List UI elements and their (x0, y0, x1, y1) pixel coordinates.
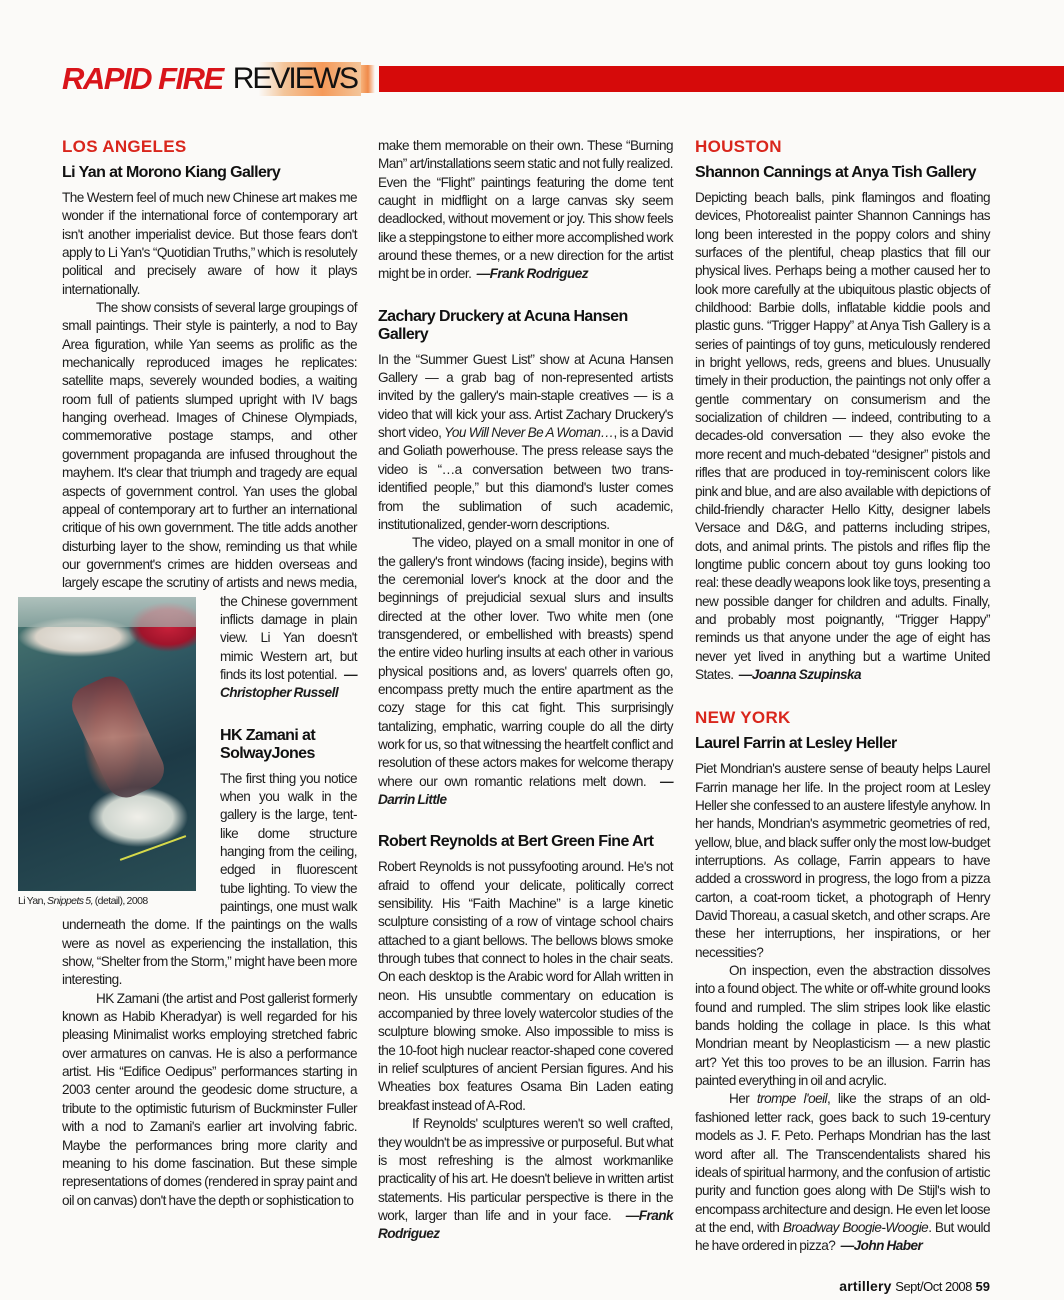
byline: —Christopher Russell (220, 666, 357, 701)
issue-date: Sept/Oct 2008 (895, 1278, 972, 1294)
review-body (695, 760, 990, 1255)
review-title: Shannon Cannings at Anya Tish Gallery (695, 164, 976, 181)
paragraph (378, 137, 673, 284)
review-title: Li Yan at Morono Kiang Gallery (62, 164, 281, 181)
masthead-red-bar (379, 66, 1064, 92)
page-footer (695, 1278, 990, 1294)
magazine-logo: artillery (839, 1277, 892, 1294)
review-title: Robert Reynolds at Bert Green Fine Art (378, 833, 654, 851)
column-middle (378, 137, 673, 1244)
paragraph (378, 1115, 673, 1243)
review-zachary-druckery (378, 308, 673, 810)
text-run: . But would he have ordered in pizza? (695, 1219, 990, 1254)
text-run: HK Zamani (the artist and Post gallerist formerly known as Habib Kheradyar) is well regarded for his pleasing Minimalist works employing stretched fabric over armatures on canvas. He is also a performance artist. His “Edifice Oedipus” performances starting in 2003 center around the geodesic dome structure, a tribute to the optimistic futurism of Buckminster Fuller with a nod to Zamani's earlier art involving fabric. Maybe the performances bring more clarity and meaning to his dome fascination. But these simple representations of domes (rendered in spray paint and oil on canvas) don't have the depth or sophistication to (62, 990, 357, 1208)
text-run: The first thing you notice when you walk in the gallery is the large, tent-like dome structure hanging from the ceiling, edged in fluorescent tube lighting. To view the paintings, one must walk underneath the dome. If the paintings on the walls were as novel as experiencing the installation, this show, “Shelter from the Storm,” might have been more interesting. (62, 770, 357, 988)
paragraph (378, 534, 673, 809)
text-run: Robert Reynolds is not pussyfooting around. He's not afraid to offend your delicate, politically correct sensibility. His “Faith Machine” is a large kinetic sculpture consisting of a row of vintage school chairs attached to a giant bellows. The bellows blows smoke through tubes that connect to holes in the chair seats. On each desktop is the Arabic word for Allah written in neon. His unsubtle commentary on education is accompanied by three lovely watercolor studies of the sculpture blowing smoke. Also impossible to miss is the 10-foot high nuclear reactor-shaped cone covered in relief sculptures of ancient Persian figures. And his Wheaties box features Osama Bin Laden eating breakfast instead of A-Rod. (378, 859, 673, 1113)
paragraph (62, 990, 357, 1210)
masthead-gradient (361, 65, 375, 93)
italic-title: Snippets 5, (47, 895, 93, 908)
region-heading: LOS ANGELES (62, 137, 187, 156)
artwork-image (18, 597, 196, 891)
review-title: Laurel Farrin at Lesley Heller (695, 735, 897, 753)
paint-stroke (18, 597, 196, 627)
review-title: HK Zamani at SolwayJones (220, 726, 316, 762)
review-body (695, 189, 990, 684)
review-shannon-cannings (695, 137, 990, 684)
masthead-reviews: REVIEWS (233, 62, 361, 96)
column-left (18, 137, 357, 1210)
text-run: Depicting beach balls, pink flamingos and floating devices, Photorealist painter Shannon Cannings has long been interested in the poppy colors and shiny surfaces of the plentiful, cheap plastics that fill our physical lives. Perhaps being a mother caused her to look more carefully at the ubiquitous plastic objects of childhood: Barbie dolls, inflatable kiddie pools and plastic guns. “Trigger Happy” at Anya Tish Gallery is a series of paintings of toy guns, meticulously rendered in bright yellows, reds, greens and blues. Unusually timely in their production, the paintings not only offer a gentle commentary on consumerism and the socialization of children — indeed, contributing to a decades-old conversation — they also evoke the more recent and much-debated “designer” pistols and rifles that are produced in toy-reminiscent colors like pink and blue, and are also available with depictions of child-friendly character Hello Kitty, designer labels Versace and D&G, and patterns including stripes, dots, and animal prints. The pistols and rifles flip the longtime public concern about toy guns looking too real: these deadly weapons look like toys, presenting a new possible danger for children and adults. Finally, and probably most poignantly, “Trigger Happy” reminds us that anyone under the age of eight has never yet lived in anything but a wartime United States. (695, 190, 990, 682)
artwork-figure (18, 597, 208, 908)
region-heading: HOUSTON (695, 137, 782, 156)
review-robert-reynolds (378, 833, 673, 1243)
paragraph (695, 189, 990, 684)
review-body (378, 351, 673, 810)
review-hk-zamani-continued (378, 137, 673, 284)
paint-stroke (120, 835, 186, 861)
paragraph (378, 858, 673, 1115)
byline: —Frank Rodriguez (378, 1207, 673, 1242)
text-run: make them memorable on their own. These “Burning Man” art/installations seem static and not fully realized. Even the “Flight” paintings featuring the dome tent caught in midflight on a large canvas sky seem deadlocked, without movement or joy. This show feels like a steppingstone to either more accomplished work around these themes, or a new direction for the artist might be in order. (378, 138, 673, 282)
column-right (695, 137, 990, 1294)
masthead-rapid-fire: RAPID FIRE (62, 61, 223, 96)
paragraph (695, 1090, 990, 1255)
byline: —Frank Rodriguez (476, 266, 589, 282)
italic-title: You Will Never Be A Woman… (444, 425, 614, 441)
italic-title: Broadway Boogie-Woogie (782, 1219, 929, 1235)
paragraph (695, 962, 990, 1090)
artwork-caption (18, 895, 196, 908)
text-run: Piet Mondrian's austere sense of beauty helps Laurel Farrin manage her life. In the project room at Lesley Heller she confessed to an austere lifestyle anyhow. In her hands, Mondrian's asymmetric geometries of red, yellow, blue, and black suffer only the most low-budget interruptions. As collage, Farrin appears to have added a crossword in progress, the logo from a pizza carton, a coat-room ticket, a photograph of Henry David Thoreau, a casual sketch, and other scraps. Are these her interruptions, her inspirations, or her necessities? (695, 761, 990, 960)
region-heading: NEW YORK (695, 708, 791, 728)
text-run: The video, played on a small monitor in one of the gallery's front windows (facing inside), begins with the ceremonial lover's knock at the door and the beginnings of prejudicial sexual slurs and insults directed at the other lover. Two white men (one transgendered, or embellished with breasts) spend the entire video hurling insults at each other in various physical positions and, as lovers' quarrels often go, encompass pretty much the entire apartment as the cozy stage for this cat fight. This surprisingly tantalizing, emphatic, warring couple do all the dirty work for us, so that witnessing the heartfelt conflict and resolution of these actors makes for welcome therapy where our own romantic relations melt down. (378, 535, 673, 789)
text-run: On inspection, even the abstraction dissolves into a found object. The white or off-white ground looks found and rumpled. The slim stripes look like elastic bands holding the collage in place. Is this what Mondrian meant by Neoplasticism — a new plastic art? Yet this too proves to be an illusion. Farrin has painted everything in oil and acrylic. (695, 963, 990, 1089)
paragraph (378, 351, 673, 534)
review-body (378, 858, 673, 1243)
review-laurel-farrin (695, 708, 990, 1255)
byline: —Darrin Little (378, 773, 673, 807)
review-body (378, 137, 673, 284)
text-run: The show consists of several large groupings of small paintings. Their style is painterly, a nod to Bay Area figuration, while Yan seems as prolific as the mechanically reproduced images he replicates: satellite maps, severely wounded bodies, a waiting room full of patients slumped upright with IV bags hanging overhead. Images of Chinese Olympiads, commemorative postage stamps, and other government propaganda are infused throughout the mayhem. It's clear that triumph and tragedy are equal aspects of government control. Yan uses the global appeal of contemporary art to further an international critique of his own government. The title adds another disturbing layer to the show, reminding us that while our government's crimes are hidden overseas and largely escape the scrutiny of artists and news media, the Chinese government inflicts damage in plain view. Li Yan doesn't mimic Western art, but finds its lost potential. (62, 300, 357, 682)
paint-stroke (65, 670, 170, 804)
text-run: If Reynolds' sculptures weren't so well crafted, they wouldn't be as impressive or purposeful. But what is most refreshing is the almost workmanlike practicality of his art. He doesn't believe in written artist statements. His particular perspective is there in the work, larger than life and in your face. (378, 1116, 673, 1223)
text-run: Li Yan, (18, 895, 48, 908)
paragraph (695, 760, 990, 962)
text-run: In the “Summer Guest List” show at Acuna Hansen Gallery — a grab bag of non-represented artists invited by the gallery's main-staple creatives — is a video that will kick your ass. Artist Zachary Druckery's short video, (378, 351, 673, 441)
byline: —John Haber (840, 1238, 923, 1254)
page-number: 59 (975, 1278, 990, 1294)
text-run: , like the straps of an old-fashioned letter rack, goes back to such 19-century models as J. F. Peto. Perhaps Mondrian has the last word after all. The Transcendentalists shared his ideals of spiritual harmony, and the confusion of artistic purity and function goes along with De Stijl's wish to encompass architecture and design. He even let loose at the end, with (695, 1091, 990, 1235)
text-run: , is a David and Goliath powerhouse. The press release says the video is “…a conversation between two trans-identified people,” but this diamond's luster comes from the sublimation of such academic, institutionalized, gender-worn descriptions. (378, 425, 673, 532)
byline: —Joanna Szupinska (738, 666, 861, 682)
section-masthead (62, 62, 1064, 96)
italic-title: trompe l'oeil (756, 1091, 828, 1107)
paragraph (62, 189, 357, 299)
text-run: Her (729, 1091, 757, 1107)
review-title: Zachary Druckery at Acuna Hansen Gallery (378, 307, 628, 343)
text-run: The Western feel of much new Chinese art makes me wonder if the international force of contemporary art isn't another imperialist device. But those fears don't apply to Li Yan's “Quotidian Truths,” which is resolutely political and precisely aware of how it plays internationally. (62, 190, 357, 297)
text-run: (detail), 2008 (92, 895, 148, 908)
